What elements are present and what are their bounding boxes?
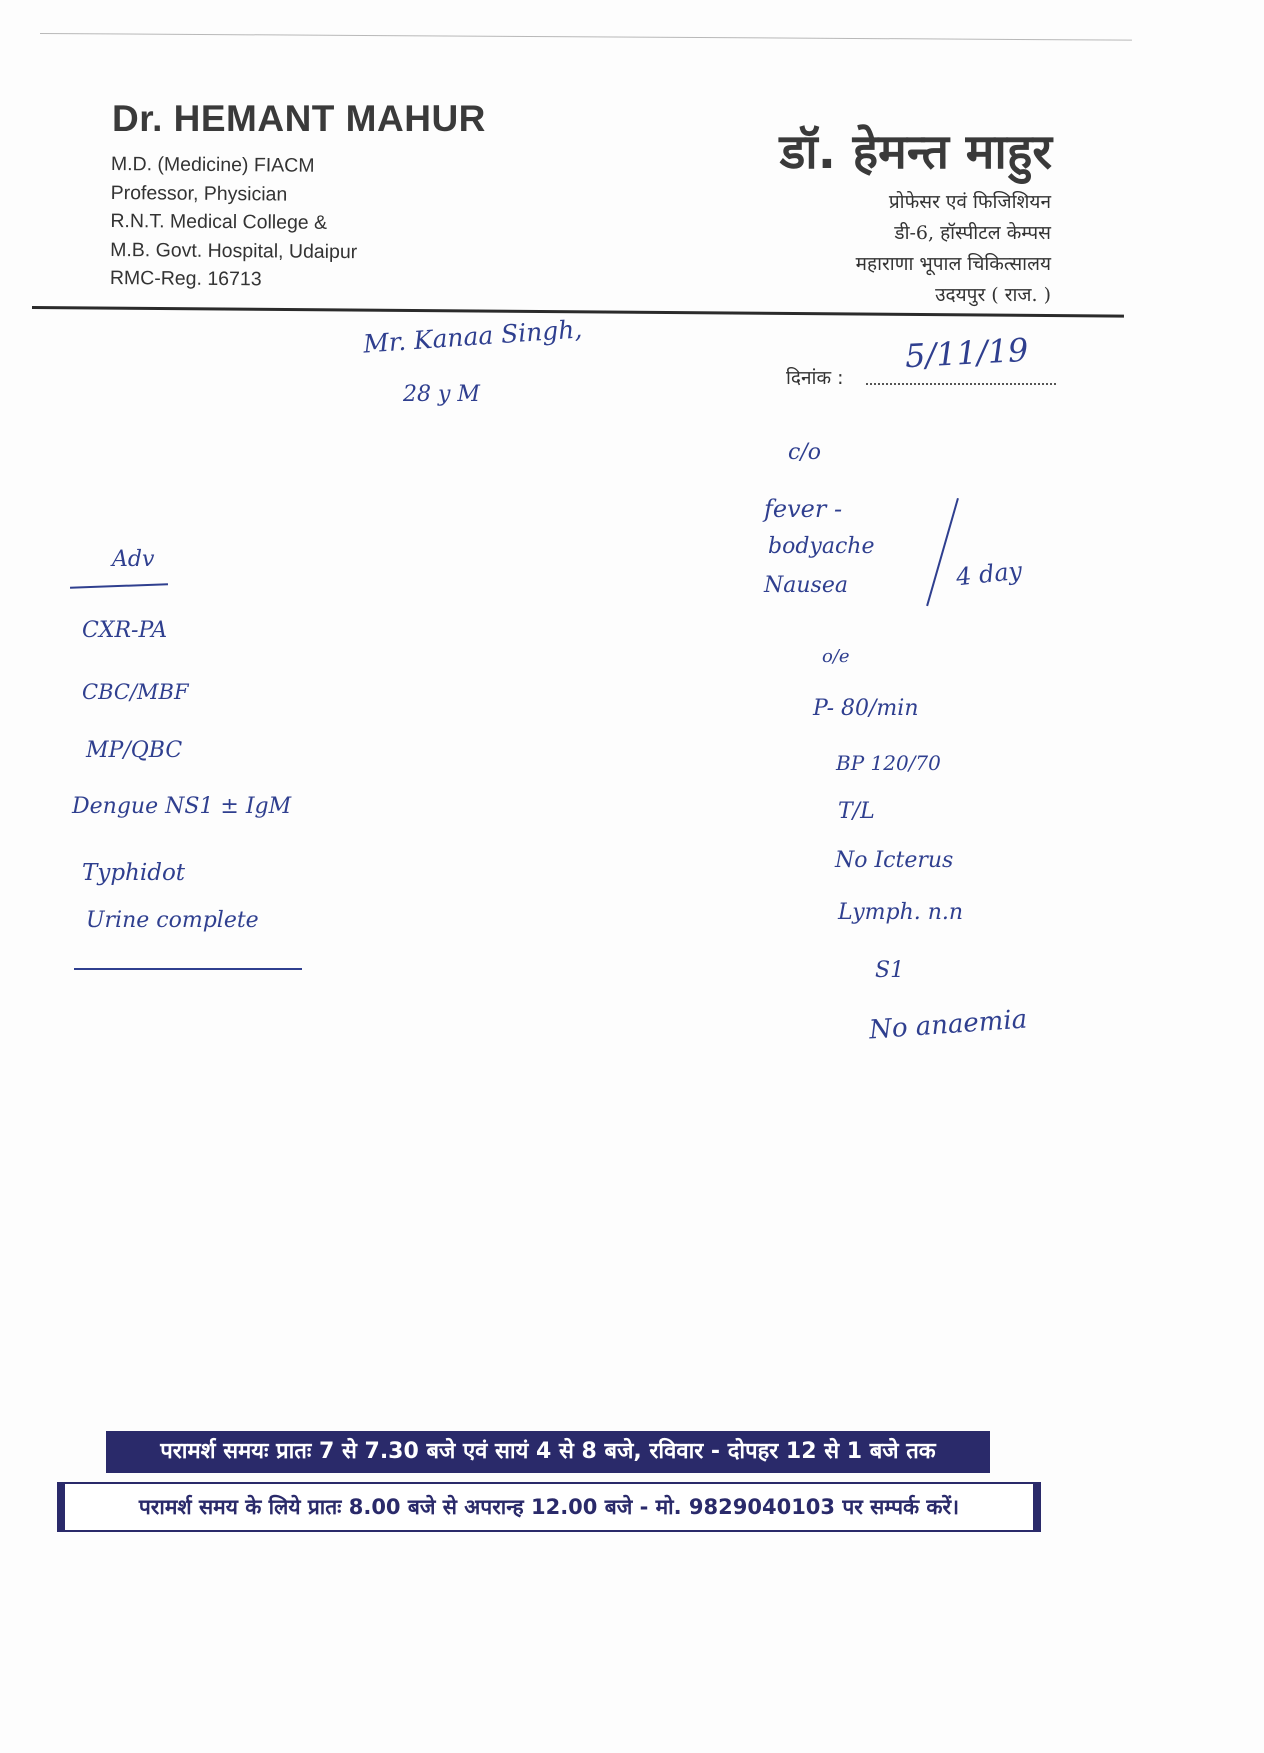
finding-bp: BP 120/70: [836, 751, 941, 775]
investigation-item: CXR-PA: [82, 618, 168, 643]
investigation-item: Urine complete: [86, 908, 259, 933]
investigation-item: Dengue NS1 ± IgM: [72, 794, 292, 819]
credential-line: M.B. Govt. Hospital, Udaipur: [110, 238, 358, 263]
credential-line: M.D. (Medicine) FIACM: [110, 152, 315, 177]
address-line: डी-6, हॉस्पीटल केम्पस: [894, 222, 1051, 244]
address-line: महाराणा भूपाल चिकित्सालय: [855, 253, 1051, 275]
advice-header: Adv: [112, 547, 155, 572]
finding-icterus: No Icterus: [835, 848, 954, 873]
credential-line: Professor, Physician: [110, 181, 288, 206]
registration-line: RMC-Reg. 16713: [109, 266, 262, 291]
date-label: दिनांक :: [786, 367, 844, 389]
credential-line: R.N.T. Medical College &: [110, 209, 328, 234]
investigation-item: Typhidot: [82, 860, 186, 886]
address-line: उदयपुर ( राज. ): [935, 284, 1051, 306]
doctor-credentials-hindi: [856, 187, 1051, 311]
doctor-credentials-english: [110, 150, 358, 295]
patient-age-sex: 28 y M: [403, 382, 480, 407]
top-rule: [40, 33, 1132, 41]
investigation-item: MP/QBC: [86, 738, 183, 763]
appointment-contact-banner: परामर्श समय के लिये प्रातः 8.00 बजे से अपरान्ह 12.00 बजे - मो. 9829040103 पर सम्पर्क करें।: [57, 1482, 1041, 1532]
complaint-duration: 4 day: [954, 556, 1024, 592]
complaint-item: Nausea: [764, 573, 848, 598]
complaint-item: fever -: [764, 495, 843, 523]
finding-lymph: Lymph. n.n: [838, 900, 964, 925]
examination-header: o/e: [822, 646, 850, 667]
doctor-name-english: Dr. HEMANT MAHUR: [112, 98, 486, 139]
advice-underline: [70, 583, 168, 588]
credential-line: प्रोफेसर एवं फिजिशियन: [888, 191, 1051, 213]
complaint-item: bodyache: [768, 534, 875, 559]
doctor-name-hindi: डॉ. हेमन्त माहुर: [779, 124, 1052, 180]
patient-name: Mr. Kanaa Singh,: [362, 314, 584, 359]
date-dotted-line: [866, 383, 1056, 385]
finding-tl: T/L: [838, 799, 875, 824]
date-value: 5/11/19: [904, 330, 1030, 376]
finding-anaemia: No anaemia: [868, 1004, 1029, 1046]
investigation-item: CBC/MBF: [82, 680, 189, 704]
finding-pulse: P- 80/min: [813, 696, 919, 721]
duration-bracket: [926, 498, 959, 606]
finding-s1: S1: [875, 958, 905, 983]
complaint-header: c/o: [788, 440, 821, 465]
investigation-end-line: [74, 968, 302, 970]
consultation-hours-banner: परामर्श समयः प्रातः 7 से 7.30 बजे एवं सायं 4 से 8 बजे, रविवार - दोपहर 12 से 1 बजे तक: [106, 1431, 990, 1473]
